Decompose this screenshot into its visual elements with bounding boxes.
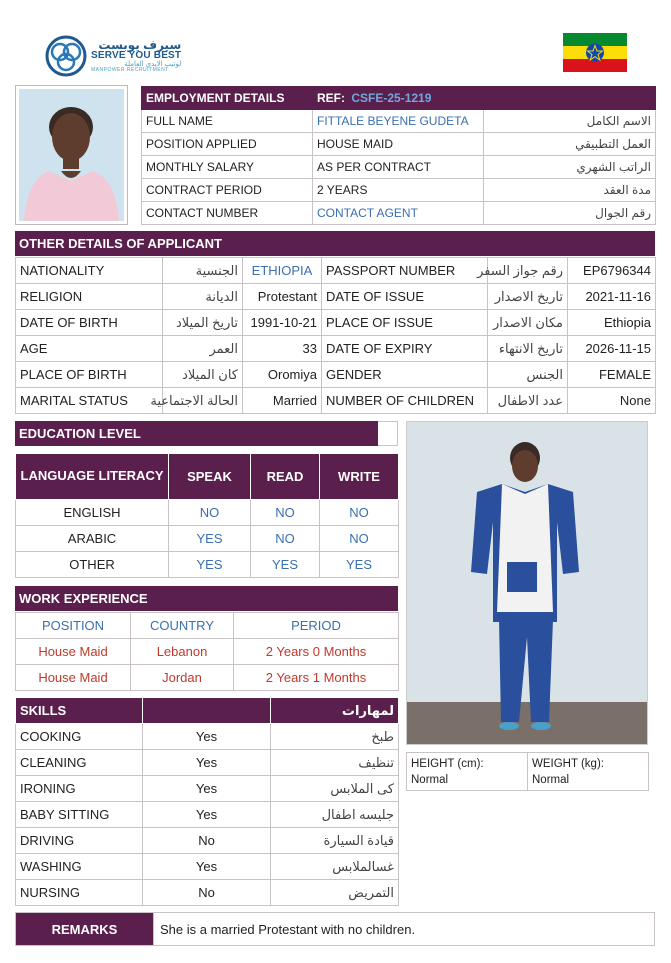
detail-value: FEMALE xyxy=(568,362,656,388)
measurements-table xyxy=(406,752,649,791)
language-skill-value: YES xyxy=(169,526,251,552)
language-skill-value: NO xyxy=(169,500,251,526)
detail-label: DATE OF ISSUE xyxy=(322,284,488,310)
detail-label-arabic: تاريخ الميلاد xyxy=(163,310,243,336)
employment-row xyxy=(142,110,656,133)
logo-english: SERVE YOU BEST xyxy=(91,49,182,61)
skill-row xyxy=(16,880,399,906)
detail-label-arabic: الحالة الاجتماعية xyxy=(163,388,243,414)
employment-label-arabic: العمل التطبيقي xyxy=(484,133,656,156)
other-details-row xyxy=(16,388,656,414)
work-country: Lebanon xyxy=(131,639,234,665)
employment-value: HOUSE MAID xyxy=(313,133,484,156)
work-experience-table xyxy=(15,612,399,691)
skill-name-arabic: تنظيف xyxy=(271,750,399,776)
skill-name-arabic: قيادة السيارة xyxy=(271,828,399,854)
remarks-table xyxy=(15,912,655,946)
height-cell xyxy=(407,753,528,791)
write-heading: WRITE xyxy=(320,454,399,500)
detail-value: Oromiya xyxy=(243,362,322,388)
skill-name: IRONING xyxy=(16,776,143,802)
read-heading: READ xyxy=(251,454,320,500)
detail-label: NATIONALITY xyxy=(16,258,163,284)
employment-value: AS PER CONTRACT xyxy=(313,156,484,179)
work-experience-header: WORK EXPERIENCE xyxy=(15,586,398,611)
language-skill-value: NO xyxy=(251,500,320,526)
skills-header: SKILLS xyxy=(16,698,143,724)
employment-value: 2 YEARS xyxy=(313,179,484,202)
other-details-row xyxy=(16,284,656,310)
detail-label-arabic: تاريخ الاصدار xyxy=(488,284,568,310)
employment-label-arabic: رقم الجوال xyxy=(484,202,656,225)
ref-cell xyxy=(313,87,656,110)
applicant-full-body-photo xyxy=(406,421,648,745)
weight-value: Normal xyxy=(532,773,570,786)
detail-label-arabic: الديانة xyxy=(163,284,243,310)
skill-name: BABY SITTING xyxy=(16,802,143,828)
skill-value: Yes xyxy=(143,724,271,750)
detail-label: DATE OF BIRTH xyxy=(16,310,163,336)
detail-label: PASSPORT NUMBER xyxy=(322,258,488,284)
detail-label: GENDER xyxy=(322,362,488,388)
ethiopia-flag-icon xyxy=(563,33,627,72)
employment-details-table xyxy=(141,86,656,225)
detail-value: 33 xyxy=(243,336,322,362)
detail-label-arabic: الجنسية xyxy=(163,258,243,284)
employment-label: POSITION APPLIED xyxy=(142,133,313,156)
skill-value: Yes xyxy=(143,776,271,802)
period-heading: PERIOD xyxy=(234,613,399,639)
other-details-header: OTHER DETAILS OF APPLICANT xyxy=(15,231,655,256)
other-details-row xyxy=(16,336,656,362)
work-row xyxy=(16,665,399,691)
language-skill-value: NO xyxy=(320,500,399,526)
skill-name-arabic: التمريض xyxy=(271,880,399,906)
skill-name: CLEANING xyxy=(16,750,143,776)
language-row xyxy=(16,500,399,526)
work-position: House Maid xyxy=(16,665,131,691)
detail-value: 2026-11-15 xyxy=(568,336,656,362)
ref-label: REF: xyxy=(317,91,345,105)
employment-label-arabic: الاسم الكامل xyxy=(484,110,656,133)
detail-label-arabic: مكان الاصدار xyxy=(488,310,568,336)
skill-value: No xyxy=(143,880,271,906)
language-row xyxy=(16,552,399,578)
detail-label-arabic: رقم جواز السفر xyxy=(488,258,568,284)
detail-label: AGE xyxy=(16,336,163,362)
position-heading: POSITION xyxy=(16,613,131,639)
detail-label: PLACE OF ISSUE xyxy=(322,310,488,336)
employment-value: CONTACT AGENT xyxy=(313,202,484,225)
remarks-text: She is a married Protestant with no children. xyxy=(154,913,655,946)
detail-label: MARITAL STATUS xyxy=(16,388,163,414)
employment-label: CONTRACT PERIOD xyxy=(142,179,313,202)
work-position: House Maid xyxy=(16,639,131,665)
company-logo xyxy=(45,33,215,78)
employment-header: EMPLOYMENT DETAILS xyxy=(142,87,313,110)
detail-label: DATE OF EXPIRY xyxy=(322,336,488,362)
work-period: 2 Years 0 Months xyxy=(234,639,399,665)
detail-label: PLACE OF BIRTH xyxy=(16,362,163,388)
skill-name-arabic: كى الملابس xyxy=(271,776,399,802)
language-skill-value: YES xyxy=(251,552,320,578)
employment-row xyxy=(142,133,656,156)
applicant-portrait-photo xyxy=(15,85,128,225)
weight-cell xyxy=(528,753,649,791)
detail-label: RELIGION xyxy=(16,284,163,310)
employment-label: CONTACT NUMBER xyxy=(142,202,313,225)
speak-heading: SPEAK xyxy=(169,454,251,500)
language-skill-value: YES xyxy=(169,552,251,578)
language-skill-value: YES xyxy=(320,552,399,578)
skill-name: DRIVING xyxy=(16,828,143,854)
skills-header-arabic: لمهارات xyxy=(271,698,399,724)
language-row xyxy=(16,526,399,552)
other-details-row xyxy=(16,310,656,336)
skill-name-arabic: طبخ xyxy=(271,724,399,750)
work-row xyxy=(16,639,399,665)
skill-name-arabic: جليسه اطفال xyxy=(271,802,399,828)
skill-row xyxy=(16,854,399,880)
detail-label-arabic: كان الميلاد xyxy=(163,362,243,388)
detail-label-arabic: تاريخ الانتهاء xyxy=(488,336,568,362)
skills-header-blank xyxy=(143,698,271,724)
employment-value: FITTALE BEYENE GUDETA xyxy=(313,110,484,133)
employment-row xyxy=(142,179,656,202)
logo-english-sub: MANPOWER RECRUITMENT xyxy=(91,66,169,73)
employment-label-arabic: مدة العقد xyxy=(484,179,656,202)
skill-row xyxy=(16,828,399,854)
detail-value: 2021-11-16 xyxy=(568,284,656,310)
detail-label: NUMBER OF CHILDREN xyxy=(322,388,488,414)
height-value: Normal xyxy=(411,773,449,786)
detail-value: ETHIOPIA xyxy=(243,258,322,284)
work-period: 2 Years 1 Months xyxy=(234,665,399,691)
other-details-table xyxy=(15,257,656,414)
detail-value: EP6796344 xyxy=(568,258,656,284)
logo-emblem-icon xyxy=(45,35,87,77)
detail-label-arabic: العمر xyxy=(163,336,243,362)
other-details-row xyxy=(16,258,656,284)
detail-value: 1991-10-21 xyxy=(243,310,322,336)
language-name: ENGLISH xyxy=(16,500,169,526)
skill-name: COOKING xyxy=(16,724,143,750)
skill-value: No xyxy=(143,828,271,854)
language-skill-value: NO xyxy=(320,526,399,552)
education-header-divider xyxy=(378,421,398,446)
country-heading: COUNTRY xyxy=(131,613,234,639)
height-label: HEIGHT (cm): xyxy=(411,758,484,770)
skill-name-arabic: غسالملابس xyxy=(271,854,399,880)
language-literacy-heading: LANGUAGE LITERACY xyxy=(16,454,169,500)
employment-label-arabic: الراتب الشهري xyxy=(484,156,656,179)
skill-row xyxy=(16,802,399,828)
detail-value: Ethiopia xyxy=(568,310,656,336)
skill-value: Yes xyxy=(143,802,271,828)
skill-row xyxy=(16,776,399,802)
language-name: OTHER xyxy=(16,552,169,578)
detail-value: None xyxy=(568,388,656,414)
skill-value: Yes xyxy=(143,854,271,880)
work-country: Jordan xyxy=(131,665,234,691)
employment-row xyxy=(142,156,656,179)
logo-arabic: سيرف يوبست xyxy=(98,37,182,52)
ref-value: CSFE-25-1219 xyxy=(351,91,432,105)
detail-label-arabic: الجنس xyxy=(488,362,568,388)
weight-label: WEIGHT (kg): xyxy=(532,758,604,770)
employment-row xyxy=(142,202,656,225)
skill-name: WASHING xyxy=(16,854,143,880)
remarks-label: REMARKS xyxy=(16,913,154,946)
skill-row xyxy=(16,724,399,750)
language-skill-value: NO xyxy=(251,526,320,552)
detail-value: Protestant xyxy=(243,284,322,310)
skill-value: Yes xyxy=(143,750,271,776)
detail-value: Married xyxy=(243,388,322,414)
language-name: ARABIC xyxy=(16,526,169,552)
skills-table xyxy=(15,697,399,906)
skill-row xyxy=(16,750,399,776)
employment-label: FULL NAME xyxy=(142,110,313,133)
language-literacy-table xyxy=(15,453,399,578)
skill-name: NURSING xyxy=(16,880,143,906)
other-details-row xyxy=(16,362,656,388)
logo-arabic-sub: لوتيب الايدي العاملة xyxy=(124,60,182,68)
detail-label-arabic: عدد الاطفال xyxy=(488,388,568,414)
employment-label: MONTHLY SALARY xyxy=(142,156,313,179)
education-header: EDUCATION LEVEL xyxy=(15,421,378,446)
